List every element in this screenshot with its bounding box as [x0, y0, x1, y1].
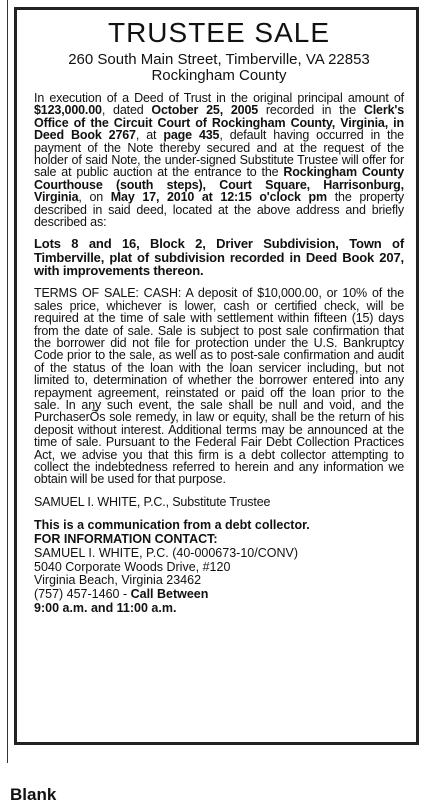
next-notice-heading: Blank [10, 785, 57, 804]
principal-amount: $123,000.00 [34, 103, 102, 118]
property-address: 260 South Main Street, Timberville, VA 22853 [68, 51, 370, 68]
contact-phone-line [34, 588, 404, 602]
deed-of-trust-paragraph [34, 92, 404, 228]
column-rule [7, 0, 8, 763]
text-run: In execution of a Deed of Trust in the original principal amount of [34, 91, 404, 105]
call-between: Call Between [130, 587, 209, 602]
deed-page: page 435 [163, 128, 220, 143]
contact-block [34, 519, 404, 616]
deed-date: October 25, 2005 [151, 103, 259, 118]
text-run: , dated [101, 103, 152, 118]
substitute-trustee: SAMUEL I. WHITE, P.C., Substitute Trustee [34, 494, 271, 509]
text-run: , default having occurred in the payment of the Note thereby secured and at the request of the holder of said Note, the under-signed Substitute Trustee will offer for sale at public auction at the entrance to the [34, 128, 404, 180]
contact-heading: FOR INFORMATION CONTACT: [34, 532, 218, 547]
contact-firm: SAMUEL I. WHITE, P.C. (40-000673-10/CONV) [34, 545, 298, 560]
sale-date-time: May 17, 2010 at 12:15 o'clock pm [110, 190, 327, 205]
contact-hours: 9:00 a.m. and 11:00 a.m. [34, 601, 177, 616]
legal-description-text: Lots 8 and 16, Block 2, Driver Subdivision, Town of Timberville, plat of subdivision recorded in Deed Book 207, with improvements thereon. [34, 236, 404, 279]
contact-street: 5040 Corporate Woods Drive, #120 [34, 559, 231, 574]
text-run: , on [78, 190, 111, 205]
property-county: Rockingham County [151, 67, 287, 84]
text-run: the property described in said deed, located at the above address and briefly described as: [34, 190, 404, 230]
text-run: recorded in the [258, 103, 364, 118]
contact-city: Virginia Beach, Virginia 23462 [34, 573, 202, 588]
debt-collector-notice: This is a communication from a debt collector. [34, 518, 310, 533]
recording-office: Clerk's Office of the Circuit Court of Rockingham County, Virginia, in Deed Book 2767 [34, 103, 405, 143]
terms-body: : A deposit of $10,000.00, or 10% of the sales price, whichever is lower, cash or certified check, will be required at the time of sale with settlement within fifteen (15) days from the date of sale. Sale is subject to post sale confirmation that the borrower did not file for protection under the U.S. Bankruptcy Code prior to the sale, as well as to post-sale confirmation and audit of the status of the loan with the loan servicer including, but not limited to, determination of whether the borrower entered into any repayment agreement, reinstated or paid off the loan prior to the sale. In any such event, the sale shall be null and void, and the PurchaserÕs sole remedy, in law or equity, shall be the return of his deposit without interest. Additional terms may be announced at the time of sale. Pursuant to the Federal Fair Debt Collection Practices Act, we advise you that this firm is a debt collector attempting to collect the indebtedness referred to herein and any information we obtain will be used for that purpose. [34, 286, 405, 487]
auction-location: Rockingham County Courthouse (south steps), Court Square, Harrisonburg, Virginia [34, 165, 404, 205]
contact-phone: (757) 457-1460 - [34, 587, 131, 602]
legal-description [34, 237, 404, 277]
text-run: , at [135, 128, 164, 143]
notice-title: TRUSTEE SALE [107, 17, 331, 48]
trustee-sale-notice [14, 7, 419, 745]
terms-of-sale-paragraph [34, 287, 404, 486]
terms-heading: TERMS OF SALE: CASH [34, 286, 178, 301]
